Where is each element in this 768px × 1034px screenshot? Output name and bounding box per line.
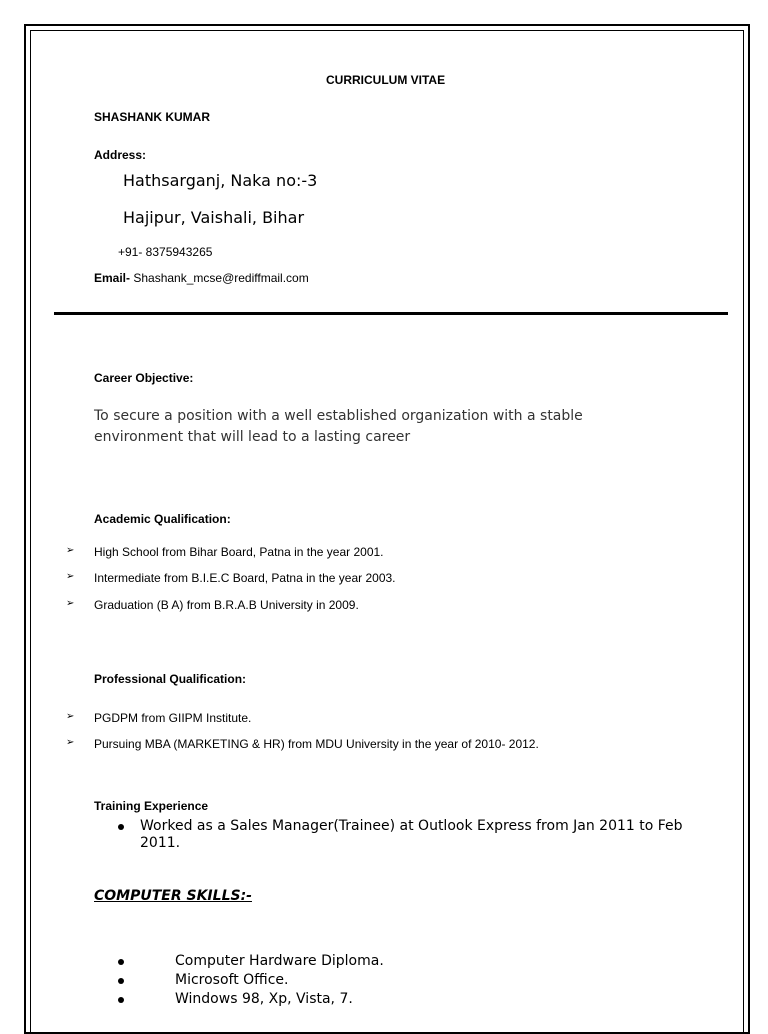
address-label: Address: [94,148,147,162]
arrow-bullet-icon: ➢ [66,711,75,722]
academic-item: Graduation (B A) from B.R.A.B University in 2009. [94,598,359,612]
professional-item: Pursuing MBA (MARKETING & HR) from MDU University in the year of 2010- 2012. [94,737,539,751]
training-line-2: 2011. [140,835,181,851]
skill-item: Windows 98, Xp, Vista, 7. [175,991,353,1007]
document-title: CURRICULUM VITAE [326,73,446,87]
arrow-bullet-icon: ➢ [66,571,75,582]
address-line-2: Hajipur, Vaishali, Bihar [123,208,305,227]
arrow-bullet-icon: ➢ [66,737,75,748]
skill-item: Microsoft Office. [175,972,289,988]
phone-number: +91- 8375943265 [118,245,213,259]
training-line-1: Worked as a Sales Manager(Trainee) at Outlook Express from Jan 2011 to Feb [140,818,683,834]
academic-item: High School from Bihar Board, Patna in the year 2001. [94,545,384,559]
candidate-name: SHASHANK KUMAR [94,110,210,124]
arrow-bullet-icon: ➢ [66,598,75,609]
address-line-1: Hathsarganj, Naka no:-3 [123,171,318,190]
academic-heading: Academic Qualification: [94,512,231,526]
arrow-bullet-icon: ➢ [66,545,75,556]
skill-item: Computer Hardware Diploma. [175,953,384,969]
bullet-dot-icon [118,978,124,984]
academic-item: Intermediate from B.I.E.C Board, Patna in the year 2003. [94,571,396,585]
career-objective-line-1: To secure a position with a well established organization with a stable [94,408,583,424]
career-objective-line-2: environment that will lead to a lasting career [94,429,411,445]
professional-heading: Professional Qualification: [94,672,247,686]
bullet-dot-icon [118,997,124,1003]
bullet-dot-icon [118,959,124,965]
training-heading: Training Experience [94,799,209,813]
section-divider [54,312,728,315]
email-label: Email- [94,271,131,285]
email-address: Shashank_mcse@rediffmail.com [133,271,309,285]
computer-skills-heading: COMPUTER SKILLS:- [94,888,252,904]
career-objective-heading: Career Objective: [94,371,194,385]
professional-item: PGDPM from GIIPM Institute. [94,711,252,725]
email-line [94,271,309,285]
bullet-dot-icon [118,824,124,830]
